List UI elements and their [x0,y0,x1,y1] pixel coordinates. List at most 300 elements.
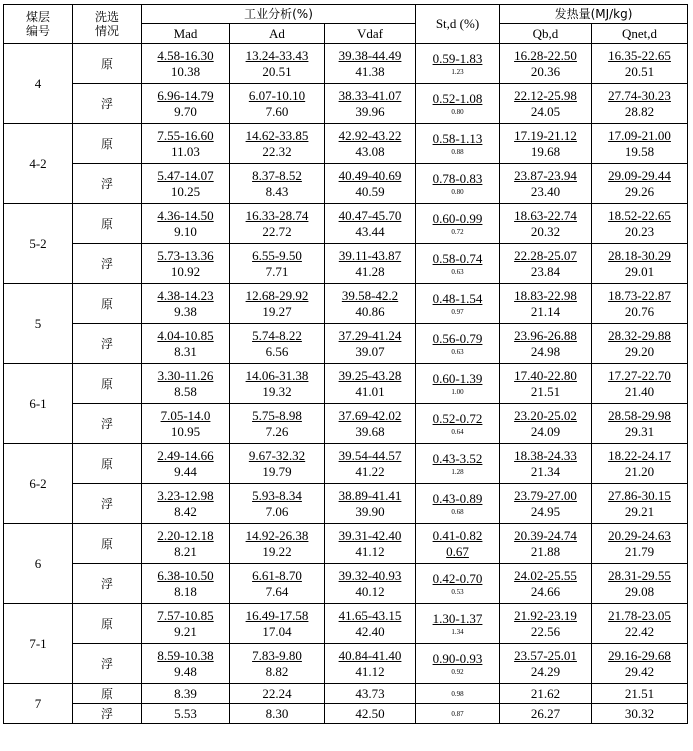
mad-range: 8.59-10.38 [157,647,214,663]
mad-range: 3.30-11.26 [157,367,214,383]
washing-type: 浮 [73,324,142,364]
washing-type: 浮 [73,164,142,204]
table-row [4,604,688,644]
qb-range: 20.39-24.74 [514,527,577,543]
coal-quality-table [3,4,688,724]
qb-average: 19.68 [530,143,561,159]
qb-average: 20.32 [530,223,561,239]
st-average: 0.63 [451,347,464,356]
mad-range: 4.04-10.85 [157,327,214,343]
cell-qnet [592,564,688,604]
table-row [4,484,688,524]
ad-average: 8.30 [265,705,289,721]
cell-mad [142,84,230,124]
ad-average: 8.82 [265,663,289,679]
cell-qnet [592,444,688,484]
vdaf-average: 41.22 [355,463,385,479]
cell-ad [230,484,325,524]
cell-mad [142,124,230,164]
cell-mad [142,704,230,724]
table-row [4,444,688,484]
cell-qnet [592,524,688,564]
ad-average: 22.32 [262,143,292,159]
qnet-average: 28.82 [624,103,655,119]
st-range: 0.56-0.79 [432,330,483,346]
qb-range: 23.20-25.02 [514,407,577,423]
mad-average: 10.25 [170,183,201,199]
qnet-average: 30.32 [624,705,655,721]
cell-st [416,484,500,524]
cell-ad [230,404,325,444]
cell-qb [500,284,592,324]
qb-average: 23.84 [530,263,561,279]
mad-range: 7.57-10.85 [157,607,214,623]
mad-average: 10.95 [170,423,201,439]
qnet-average: 20.76 [624,303,655,319]
st-range: 0.42-0.70 [432,570,483,586]
cell-ad [230,164,325,204]
table-row [4,644,688,684]
ad-range: 5.75-8.98 [252,407,302,423]
qb-range: 22.12-25.98 [514,87,577,103]
qnet-range: 27.74-30.23 [608,87,671,103]
vdaf-range: 39.32-40.93 [338,567,402,583]
cell-ad [230,124,325,164]
cell-vdaf [325,524,416,564]
cell-mad [142,244,230,284]
seam-number: 5-2 [4,204,73,284]
qb-average: 24.09 [530,423,561,439]
qnet-average: 29.31 [624,423,655,439]
vdaf-range: 39.58-42.2 [341,287,399,303]
qb-average: 26.27 [530,705,561,721]
ad-average: 19.32 [262,383,292,399]
table-row [4,44,688,84]
vdaf-average: 39.68 [355,423,385,439]
washing-type: 原 [73,124,142,164]
qb-range: 18.83-22.98 [514,287,577,303]
qb-average: 21.62 [530,685,561,701]
ad-average: 7.64 [265,583,289,599]
washing-type: 原 [73,284,142,324]
qnet-average: 21.20 [624,463,655,479]
mad-range: 4.38-14.23 [157,287,214,303]
mad-range: 3.23-12.98 [157,487,214,503]
header-row-1 [4,5,688,24]
washing-type: 浮 [73,564,142,604]
st-range: 0.43-3.52 [432,450,483,466]
cell-mad [142,164,230,204]
mad-average: 11.03 [171,143,200,159]
cell-qb [500,444,592,484]
mad-range: 7.55-16.60 [157,127,214,143]
seam-number: 7 [4,684,73,724]
cell-vdaf [325,324,416,364]
cell-st [416,124,500,164]
st-range: 0.48-1.54 [432,290,483,306]
cell-ad [230,84,325,124]
cell-qb [500,244,592,284]
header-mad: Mad [142,24,230,44]
cell-mad [142,444,230,484]
cell-mad [142,404,230,444]
cell-st [416,444,500,484]
washing-type: 浮 [73,84,142,124]
cell-qb [500,644,592,684]
cell-qb [500,564,592,604]
vdaf-average: 41.12 [355,663,385,679]
cell-qnet [592,164,688,204]
vdaf-range: 39.54-44.57 [338,447,402,463]
cell-ad [230,444,325,484]
seam-number: 4-2 [4,124,73,204]
cell-st [416,564,500,604]
mad-average: 8.18 [174,583,197,599]
ad-range: 6.07-10.10 [248,87,306,103]
st-average: 0.87 [451,709,464,718]
mad-average: 8.58 [174,383,197,399]
st-average: 0.67 [446,543,469,559]
washing-type: 浮 [73,484,142,524]
ad-average: 7.60 [265,103,289,119]
ad-average: 7.06 [265,503,289,519]
cell-mad [142,604,230,644]
cell-vdaf [325,704,416,724]
st-average: 0.63 [451,267,464,276]
qnet-average: 19.58 [624,143,655,159]
qnet-range: 28.58-29.98 [608,407,671,423]
table-row [4,324,688,364]
qnet-range: 18.22-24.17 [608,447,671,463]
qnet-average: 20.23 [624,223,655,239]
qb-average: 21.14 [530,303,561,319]
vdaf-range: 38.33-41.07 [338,87,402,103]
cell-st [416,524,500,564]
vdaf-average: 41.38 [355,63,385,79]
vdaf-average: 42.50 [355,705,385,721]
qb-average: 24.66 [530,583,561,599]
mad-range: 5.73-13.36 [157,247,214,263]
ad-average: 19.27 [262,303,292,319]
cell-st [416,604,500,644]
vdaf-range: 37.69-42.02 [338,407,402,423]
qnet-range: 28.31-29.55 [608,567,671,583]
st-average: 0.68 [451,507,464,516]
cell-qnet [592,124,688,164]
st-average: 1.28 [451,467,464,476]
cell-st [416,84,500,124]
mad-range: 6.38-10.50 [157,567,214,583]
table-row [4,684,688,704]
header-seam-no-line1: 煤层 [25,10,50,24]
cell-qb [500,164,592,204]
st-average: 1.00 [451,387,464,396]
cell-st [416,44,500,84]
washing-type: 浮 [73,404,142,444]
cell-qb [500,84,592,124]
vdaf-range: 40.49-40.69 [338,167,402,183]
qnet-range: 17.27-22.70 [608,367,671,383]
st-average: 1.23 [451,67,464,76]
ad-average: 7.71 [265,263,289,279]
mad-average: 9.44 [174,463,197,479]
cell-qb [500,44,592,84]
qb-range: 17.40-22.80 [514,367,577,383]
ad-average: 6.56 [265,343,289,359]
qb-average: 22.56 [530,623,561,639]
st-range: 0.60-0.99 [432,210,483,226]
table-row [4,204,688,244]
qnet-range: 18.73-22.87 [608,287,671,303]
qnet-average: 29.01 [624,263,655,279]
st-average: 0.97 [451,307,464,316]
qnet-average: 21.79 [624,543,655,559]
cell-qb [500,404,592,444]
header-qnet: Qnet,d [592,24,688,44]
st-average: 0.88 [451,147,464,156]
vdaf-range: 39.11-43.87 [338,247,402,263]
qb-average: 21.88 [530,543,561,559]
qnet-range: 28.32-29.88 [608,327,671,343]
washing-type: 浮 [73,644,142,684]
cell-ad [230,604,325,644]
ad-range: 16.49-17.58 [245,607,309,623]
st-range: 0.58-0.74 [432,250,483,266]
qb-range: 22.28-25.07 [514,247,577,263]
vdaf-average: 40.86 [355,303,385,319]
header-qb: Qb,d [500,24,592,44]
seam-number: 5 [4,284,73,364]
ad-average: 8.43 [265,183,289,199]
st-average: 1.34 [451,627,464,636]
cell-vdaf [325,484,416,524]
st-average: 0.98 [451,689,464,698]
vdaf-average: 41.01 [355,383,385,399]
cell-qb [500,524,592,564]
header-seam-no [4,5,73,44]
ad-average: 20.51 [262,63,292,79]
st-average: 0.53 [451,587,464,596]
vdaf-range: 40.47-45.70 [338,207,402,223]
cell-mad [142,644,230,684]
mad-average: 9.38 [174,303,197,319]
cell-mad [142,524,230,564]
qnet-range: 17.09-21.00 [608,127,671,143]
vdaf-range: 39.31-42.40 [338,527,402,543]
cell-mad [142,364,230,404]
mad-average: 8.21 [174,543,197,559]
header-washing-line1: 洗选 [94,10,119,24]
cell-qb [500,364,592,404]
cell-mad [142,324,230,364]
vdaf-range: 41.65-43.15 [338,607,402,623]
table-row [4,164,688,204]
mad-range: 4.58-16.30 [157,47,214,63]
cell-st [416,364,500,404]
qb-average: 21.34 [530,463,561,479]
qb-average: 24.29 [530,663,561,679]
washing-type: 原 [73,204,142,244]
cell-qnet [592,484,688,524]
cell-ad [230,244,325,284]
seam-number: 4 [4,44,73,124]
header-washing-line2: 情况 [94,24,119,38]
ad-range: 14.92-26.38 [245,527,309,543]
table-row [4,404,688,444]
qb-range: 16.28-22.50 [514,47,577,63]
cell-qnet [592,204,688,244]
qb-range: 18.63-22.74 [514,207,577,223]
cell-vdaf [325,564,416,604]
cell-qb [500,324,592,364]
cell-qnet [592,644,688,684]
cell-vdaf [325,684,416,704]
ad-range: 12.68-29.92 [245,287,309,303]
header-sulfur: St,d (%) [416,5,500,44]
qnet-average: 29.08 [624,583,655,599]
vdaf-average: 40.59 [355,183,385,199]
cell-ad [230,364,325,404]
st-range: 0.52-1.08 [432,90,483,106]
cell-ad [230,684,325,704]
seam-number: 7-1 [4,604,73,684]
ad-range: 14.06-31.38 [245,367,309,383]
cell-st [416,324,500,364]
qb-range: 17.19-21.12 [514,127,577,143]
table-row [4,244,688,284]
vdaf-average: 39.07 [355,343,385,359]
qnet-range: 29.09-29.44 [608,167,671,183]
mad-average: 9.21 [174,623,197,639]
qnet-average: 22.42 [624,623,655,639]
washing-type: 原 [73,684,142,704]
cell-qnet [592,284,688,324]
cell-qnet [592,604,688,644]
ad-range: 5.93-8.34 [252,487,302,503]
washing-type: 原 [73,524,142,564]
cell-qnet [592,704,688,724]
vdaf-average: 39.96 [355,103,385,119]
st-average: 0.80 [451,187,464,196]
washing-type: 原 [73,44,142,84]
vdaf-range: 39.38-44.49 [338,47,402,63]
qnet-average: 29.20 [624,343,655,359]
qnet-range: 18.52-22.65 [608,207,671,223]
vdaf-average: 41.12 [355,543,385,559]
cell-vdaf [325,204,416,244]
cell-qnet [592,324,688,364]
mad-average: 9.10 [174,223,197,239]
qb-average: 23.40 [530,183,561,199]
washing-type: 浮 [73,244,142,284]
ad-average: 19.22 [262,543,292,559]
st-range: 0.58-1.13 [432,130,483,146]
mad-average: 9.70 [174,103,197,119]
vdaf-range: 38.89-41.41 [338,487,402,503]
header-calorific: 发热量(MJ/kg) [500,5,688,24]
cell-st [416,244,500,284]
vdaf-average: 42.40 [355,623,385,639]
cell-vdaf [325,164,416,204]
cell-qnet [592,364,688,404]
qb-range: 23.96-26.88 [514,327,577,343]
qnet-average: 29.42 [624,663,655,679]
ad-average: 22.72 [262,223,292,239]
cell-qnet [592,44,688,84]
cell-qnet [592,684,688,704]
cell-st [416,704,500,724]
ad-average: 7.26 [265,423,289,439]
cell-vdaf [325,364,416,404]
table-row [4,364,688,404]
cell-qnet [592,404,688,444]
qb-range: 23.79-27.00 [514,487,577,503]
ad-range: 13.24-33.43 [245,47,309,63]
table-body [4,44,688,724]
seam-number: 6-1 [4,364,73,444]
cell-ad [230,324,325,364]
qnet-range: 21.78-23.05 [608,607,671,623]
cell-mad [142,484,230,524]
qb-average: 24.05 [530,103,561,119]
qb-average: 24.95 [530,503,561,519]
mad-average: 8.42 [174,503,197,519]
qb-average: 20.36 [530,63,561,79]
cell-ad [230,284,325,324]
qnet-average: 21.51 [624,685,655,701]
qnet-range: 27.86-30.15 [608,487,671,503]
cell-mad [142,44,230,84]
qnet-range: 16.35-22.65 [608,47,671,63]
cell-st [416,404,500,444]
st-range: 0.78-0.83 [432,170,483,186]
cell-mad [142,564,230,604]
st-range: 0.90-0.93 [432,650,483,666]
ad-range: 14.62-33.85 [245,127,309,143]
cell-qb [500,484,592,524]
st-range: 0.43-0.89 [432,490,483,506]
qb-range: 21.92-23.19 [514,607,577,623]
qnet-average: 21.40 [624,383,655,399]
qb-range: 24.02-25.55 [514,567,577,583]
ad-range: 7.83-9.80 [252,647,302,663]
vdaf-range: 39.25-43.28 [338,367,402,383]
vdaf-average: 40.12 [355,583,385,599]
st-range: 1.30-1.37 [432,610,483,626]
cell-vdaf [325,284,416,324]
washing-type: 原 [73,364,142,404]
st-range: 0.52-0.72 [432,410,483,426]
ad-average: 22.24 [262,685,292,701]
mad-average: 8.39 [174,685,197,701]
vdaf-range: 42.92-43.22 [338,127,402,143]
table-row [4,524,688,564]
cell-vdaf [325,84,416,124]
header-proximate: 工业分析(%) [142,5,416,24]
vdaf-range: 37.29-41.24 [338,327,402,343]
st-range: 0.59-1.83 [432,50,483,66]
qb-range: 23.57-25.01 [514,647,577,663]
cell-qb [500,684,592,704]
vdaf-average: 39.90 [355,503,385,519]
qnet-range: 29.16-29.68 [608,647,671,663]
qb-range: 23.87-23.94 [514,167,577,183]
mad-range: 5.47-14.07 [157,167,214,183]
st-range: 0.60-1.39 [432,370,483,386]
cell-vdaf [325,44,416,84]
table-row [4,84,688,124]
mad-range: 4.36-14.50 [157,207,214,223]
